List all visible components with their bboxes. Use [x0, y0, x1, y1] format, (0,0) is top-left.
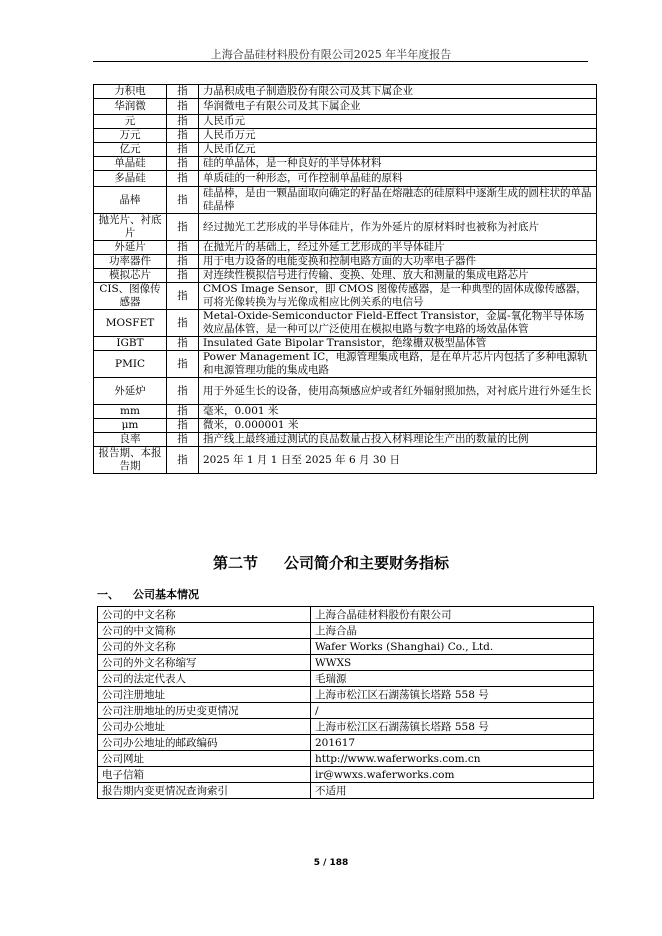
basic-info-value: ir@wwxs.waferworks.com	[311, 767, 594, 783]
glossary-term: 外延片	[94, 241, 167, 255]
glossary-definition: 硅的单晶体，是一种良好的半导体材料	[199, 157, 597, 171]
glossary-term: 亿元	[94, 143, 167, 157]
basic-info-label: 公司的中文名称	[98, 607, 311, 623]
glossary-definition: 毫米，0.001 米	[199, 405, 597, 419]
basic-info-value: 不适用	[311, 783, 594, 799]
glossary-definition: 硅晶棒，是由一颗晶面取向确定的籽晶在熔融态的硅原料中逐渐生成的圆柱状的单晶硅晶棒	[199, 187, 597, 214]
glossary-indicator: 指	[167, 99, 199, 115]
glossary-term: 华润微	[94, 99, 167, 115]
glossary-indicator: 指	[167, 433, 199, 447]
basic-info-label: 公司办公地址的邮政编码	[98, 735, 311, 751]
glossary-term: 功率器件	[94, 255, 167, 269]
basic-info-row	[98, 655, 594, 671]
glossary-indicator: 指	[167, 129, 199, 143]
basic-info-row	[98, 687, 594, 703]
glossary-term: PMIC	[94, 351, 167, 378]
glossary-row	[94, 99, 597, 115]
glossary-definition: 人民币亿元	[199, 143, 597, 157]
glossary-table	[93, 84, 597, 474]
glossary-term: 晶棒	[94, 187, 167, 214]
basic-info-label: 公司注册地址	[98, 687, 311, 703]
basic-info-row	[98, 783, 594, 799]
glossary-term: MOSFET	[94, 310, 167, 337]
subsection-heading	[97, 586, 199, 602]
basic-info-value: 上海合晶	[311, 623, 594, 639]
basic-info-label: 报告期内变更情况查询索引	[98, 783, 311, 799]
glossary-indicator: 指	[167, 241, 199, 255]
glossary-indicator: 指	[167, 85, 199, 99]
page-header: 上海合晶硅材料股份有限公司2025 年半年度报告	[210, 48, 452, 61]
subsection-number: 一、	[97, 588, 119, 601]
glossary-term: 外延炉	[94, 378, 167, 405]
basic-info-row	[98, 735, 594, 751]
basic-info-value: 上海市松江区石湖荡镇长塔路 558 号	[311, 719, 594, 735]
glossary-definition: 2025 年 1 月 1 日至 2025 年 6 月 30 日	[199, 447, 597, 474]
basic-info-table	[97, 606, 594, 799]
glossary-row	[94, 129, 597, 143]
glossary-term: 万元	[94, 129, 167, 143]
glossary-row	[94, 433, 597, 447]
glossary-row	[94, 171, 597, 187]
glossary-definition: 人民币万元	[199, 129, 597, 143]
glossary-row	[94, 351, 597, 378]
glossary-term: 抛光片、衬底片	[94, 214, 167, 241]
basic-info-label: 公司办公地址	[98, 719, 311, 735]
glossary-indicator: 指	[167, 310, 199, 337]
glossary-definition: 微米，0.000001 米	[199, 419, 597, 433]
glossary-term: mm	[94, 405, 167, 419]
glossary-indicator: 指	[167, 283, 199, 310]
glossary-definition: 指产线上最终通过测试的良品数量占投入材料理论生产出的数量的比例	[199, 433, 597, 447]
basic-info-value: http://www.waferworks.com.cn	[311, 751, 594, 767]
glossary-definition: 对连续性模拟信号进行传输、变换、处理、放大和测量的集成电路芯片	[199, 269, 597, 283]
basic-info-row	[98, 703, 594, 719]
glossary-indicator: 指	[167, 255, 199, 269]
basic-info-value: 毛瑞源	[311, 671, 594, 687]
glossary-row	[94, 447, 597, 474]
glossary-row	[94, 187, 597, 214]
glossary-definition: 单质硅的一种形态，可作控制单晶硅的原料	[199, 171, 597, 187]
glossary-term: 单晶硅	[94, 157, 167, 171]
glossary-indicator: 指	[167, 187, 199, 214]
basic-info-label: 公司注册地址的历史变更情况	[98, 703, 311, 719]
basic-info-row	[98, 751, 594, 767]
basic-info-row	[98, 719, 594, 735]
basic-info-value: /	[311, 703, 594, 719]
glossary-indicator: 指	[167, 157, 199, 171]
glossary-definition: Metal-Oxide-Semiconductor Field-Effect Transistor，金属-氧化物半导体场效应晶体管，是一种可以广泛使用在模拟电路与数字电路的场效晶体管	[199, 310, 597, 337]
glossary-term: 元	[94, 115, 167, 129]
glossary-row	[94, 337, 597, 351]
glossary-indicator: 指	[167, 447, 199, 474]
glossary-term: 报告期、本报告期	[94, 447, 167, 474]
glossary-indicator: 指	[167, 419, 199, 433]
glossary-row	[94, 283, 597, 310]
header-rule	[93, 61, 588, 62]
glossary-indicator: 指	[167, 351, 199, 378]
glossary-definition: Insulated Gate Bipolar Transistor，绝缘栅双极型晶体管	[199, 337, 597, 351]
glossary-indicator: 指	[167, 337, 199, 351]
glossary-term: 多晶硅	[94, 171, 167, 187]
glossary-term: μm	[94, 419, 167, 433]
glossary-definition: CMOS Image Sensor，即 CMOS 图像传感器，是一种典型的固体成像传感器，可将光像转换为与光像成相应比例关系的电信号	[199, 283, 597, 310]
basic-info-row	[98, 671, 594, 687]
glossary-term: 良率	[94, 433, 167, 447]
glossary-indicator: 指	[167, 269, 199, 283]
basic-info-value: WWXS	[311, 655, 594, 671]
basic-info-label: 公司的外文名称缩写	[98, 655, 311, 671]
glossary-row	[94, 143, 597, 157]
section-number: 第二节	[212, 554, 258, 572]
glossary-definition: 用于电力设备的电能变换和控制电路方面的大功率电子器件	[199, 255, 597, 269]
basic-info-row	[98, 623, 594, 639]
glossary-term: CIS、图像传感器	[94, 283, 167, 310]
basic-info-value: 上海市松江区石湖荡镇长塔路 558 号	[311, 687, 594, 703]
glossary-indicator: 指	[167, 171, 199, 187]
basic-info-value: Wafer Works (Shanghai) Co., Ltd.	[311, 639, 594, 655]
glossary-indicator: 指	[167, 214, 199, 241]
glossary-row	[94, 269, 597, 283]
basic-info-row	[98, 639, 594, 655]
basic-info-value: 201617	[311, 735, 594, 751]
page-number: 5 / 188	[313, 858, 349, 868]
glossary-definition: Power Management IC，电源管理集成电路，是在单片芯片内包括了多种电源轨和电源管理功能的集成电路	[199, 351, 597, 378]
glossary-term: 力积电	[94, 85, 167, 99]
glossary-term: IGBT	[94, 337, 167, 351]
glossary-term: 模拟芯片	[94, 269, 167, 283]
glossary-definition: 华润微电子有限公司及其下属企业	[199, 99, 597, 115]
subsection-title: 公司基本情况	[133, 588, 199, 601]
basic-info-label: 公司的外文名称	[98, 639, 311, 655]
glossary-row	[94, 85, 597, 99]
section-name: 公司简介和主要财务指标	[284, 554, 450, 572]
glossary-row	[94, 241, 597, 255]
glossary-row	[94, 378, 597, 405]
basic-info-label: 公司的中文简称	[98, 623, 311, 639]
glossary-definition: 经过抛光工艺形成的半导体硅片，作为外延片的原材料时也被称为衬底片	[199, 214, 597, 241]
glossary-row	[94, 310, 597, 337]
glossary-row	[94, 214, 597, 241]
glossary-row	[94, 157, 597, 171]
basic-info-label: 公司的法定代表人	[98, 671, 311, 687]
glossary-indicator: 指	[167, 143, 199, 157]
glossary-definition: 用于外延生长的设备，使用高频感应炉或者红外辐射照加热，对衬底片进行外延生长	[199, 378, 597, 405]
glossary-definition: 力晶积成电子制造股份有限公司及其下属企业	[199, 85, 597, 99]
glossary-indicator: 指	[167, 405, 199, 419]
basic-info-row	[98, 607, 594, 623]
glossary-definition: 在抛光片的基础上，经过外延工艺形成的半导体硅片	[199, 241, 597, 255]
section-title	[0, 552, 662, 573]
basic-info-value: 上海合晶硅材料股份有限公司	[311, 607, 594, 623]
glossary-row	[94, 419, 597, 433]
glossary-indicator: 指	[167, 378, 199, 405]
basic-info-row	[98, 767, 594, 783]
glossary-row	[94, 255, 597, 269]
glossary-definition: 人民币元	[199, 115, 597, 129]
basic-info-label: 电子信箱	[98, 767, 311, 783]
glossary-indicator: 指	[167, 115, 199, 129]
glossary-row	[94, 115, 597, 129]
basic-info-label: 公司网址	[98, 751, 311, 767]
glossary-row	[94, 405, 597, 419]
